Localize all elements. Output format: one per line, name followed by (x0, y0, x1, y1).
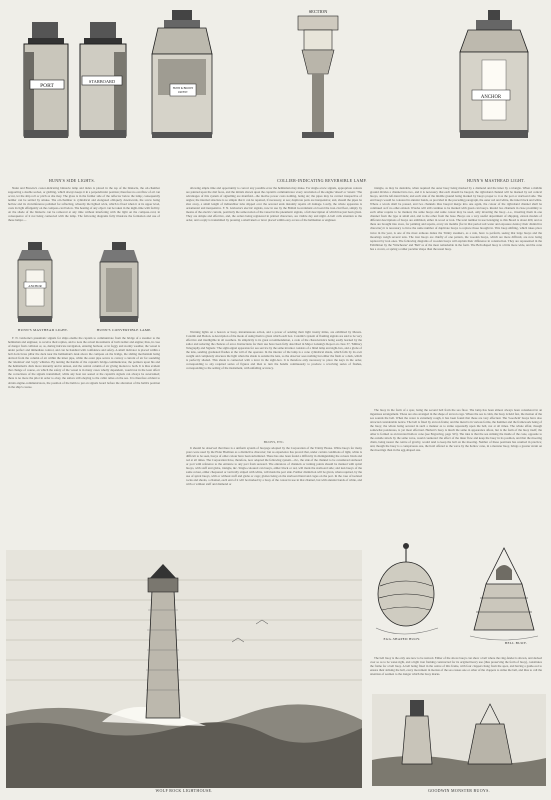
anchor-lamp-illustration (460, 10, 528, 138)
monster-buoys-illustration (372, 694, 546, 786)
article-column-middle-bottom (186, 446, 362, 556)
masthead-light-illustration (18, 242, 52, 322)
buoys-heading: BUOYS, ETC. (263, 440, 285, 444)
egg-buoy-caption: EGG-SHAPED BUOY. (383, 637, 421, 641)
convertible-lamp-caption: HUNN'S CONVERTIBLE LAMP. (96, 328, 152, 332)
patent-plate-line1: HUNN & BROWN (172, 87, 194, 90)
egg-buoy-illustration (376, 543, 438, 634)
article-paragraph: triangle, as may be desirable, when required the outer buoy being marked by a diamond and the inner by a triangle. When a middle ground divides a channel into two, and it is necessary that each should be buoyed, the right-hand channel will be marked by red conical buoys, and the left-hand black; and each side of the middle ground being marked by buoys proper to it as the port or starboard side. The end buoys would be coloured in annular bands, as provided in the preceding paragraph, the outer red and white, the inner black and white. Where a wreck shall be passed, and two channels thus buoyed merge into one again, the colour of the right-hand channel shall be continued as if no other existed. Wrecks will still continue to be marked with green can buoys. Round two channels in close proximity to each other require to be marked, the same buoys and same colour may be used, only inverting the buoy—i.e., inverting them in one channel from the type at small end, and to the other from the base. Buoys are a very useful department of shipping, eleven models of different descriptions of buoys are exhibited, either in wood or iron. The total number in use belonging to this Board is about 400, and as there are brought into store, for painting and repairs, every six months (for in that period salt water and exposure destroy their distinctive character) it is necessary to have the same number of duplicate buoys to replace those brought in. This buoy-shifting, which takes place twice in the year, is one of the most arduous duties the Trinity steamers, as a rule, have to perform, seeing that large buoys and the moorings weigh several tons. The iron buoys are chiefly of one pattern, the wooden buoys, which are more difficult, are now being replaced by iron ones. The following diagrams of wooden buoys will explain their difference in construction. They are represented in the Exhibition by the 'Winchester' and 'Bell' as of the most remarkable in the form. The Bell-shaped buoy is a little more wide, and the cone has a crown, or spring a rather peculiar shape than the usual buoy. (370, 186, 542, 251)
article-paragraph: The bell buoy is the only one now to be noticed. Either of the above buoys can show a bell where the ring-fender is shown, and decked over so as to be water-tight, and a light iron framing constructed for its original heavy use (thus preserving the form of buoy), constitutes the frame for a bell buoy. A bell being fixed in the centre of this frame, with four clappers hung from the apex, and having a guide-rod to ensure their striking the bell, every movement in motion of the sea causes one or other of the clappers to strike the bell, and thus to call the attention of seamen to the danger which the buoy marks. (370, 656, 542, 677)
article-paragraph: allowing ample time and opportunity to correct any possible error the helmsman may make. For single-screw signals, appropriate colours are painted upon the dial faces, and the initials shown upon the captain's communicator every revolution of the engine 'ahead' or 'astern.' The advantages of this system of signalling are manifold—the motive power costs nothing, being air; the pipes may be carried irrespective of angles; the internal structure is so simple that it can be repaired, if necessary, at sea; duplicate parts are inexpensive; and, should the pipes be shot away, a small length of indiarubber tube slipped over the severed ends instantly repairs all damage. Lastly, the whole apparatus is ornamental and inexpensive. F. N. Gisborne's electric signals, now in use by the British Government on board the iron-clad fleet, simply by means of the electric current, positively the same notion of the vessel in the pneumatic signals, a full description of which has just been given. They are simple and effective, and, the orders being registered in printed characters, are visible day and night. A bell calls attention to the order, and a reply is transmitted by pressing a small knob or lever placed within easy access of the helmsman or engineer. (186, 186, 362, 223)
article-column-middle-mid (186, 330, 362, 438)
article-paragraph: F. N. Gisborne's pneumatic signals for ships enable the captain to communicate from the bridge of a steamer to the helmsman and engineer, to receive their replies, and to note the actual movements of both rudder and engine; thus, in case of danger from collision or, as, during intricate navigation, entering harbour, or in foggy and stormy weather, the vessel is under perfect and immediate control, and can be handled with confidence and safety. A small indicator is placed within a bell dock brass pillar the deck near the helmsman's desk above the compass on the bridge, the sliding mechanism being derived from the column of air within the inner pipe, while the outer pipe serves to convey a current of air for sounding the 'attention' and 'reply' whistles. By turning the handle of the captain's bridge-communicator, the pointers upon his and the helmsman's dials move instantly and in unison, and the central column of air giving motion to both. It is thus evident that change of course, on which the safety of the vessel is in many cases wholly dependent, would not in the least affect the correctness of the signals transmitted; while any boat not seated at the captain's signals can always be ascertained; there is no more the pilot in order to obey, the sailors still obeying to the cabin relies on the sea. It is therefore evident to obtain engine-communicators, the position of the helm to put on signals board before the alteration of the helm's position in the ship's course. (8, 336, 160, 389)
port-lamp-label: PORT (40, 83, 54, 89)
side-lights-caption: HUNN'S SIDE LIGHTS. (48, 178, 96, 183)
article-column-left-bottom (8, 336, 160, 440)
anchor-small-label: ANCHOR (28, 284, 42, 288)
article-paragraph: The buoy in the form of a spar, being the second bell from the sea floor. The lamp has been almost always been considered in an ingenious arrangement. These are also arranged in the shape of an iron cage. Where the sea is calm, the buoy is held fast, the motion of the sea sounds the bell. When the water is extremely rough, it has been found that these are very effectual. The 'Goodwin' buoys have also attracted considerable notice. The bell is fixed by an iron frame; and the metal is in various forms, the hammer and the framework being of the buoy; the whole being secured in such a manner as to strike repeatedly upon the bell, not at all times. The whole affair, though somewhat ponderous, is yet most effectual. Herbert's buoy is much the same in appearance afloat, but is the form of the buoy itself; the other is formed as an inverted hollow cone (see Engraving, page 323). The idea is that the sea striking the inside of the cone, opposite to the outside struck by the same wave, would counteract the effect of the inner flow and keep the buoy in its position, and that the mooring chain, being nearer the centre of gravity, would tend to keep the bell on the mooring. Neither of these positions has resulted in practice; and, though the buoy is a conspicuous one, the hold offered to the wave by the hollow cone, in a monster buoy, brings a greater strain on the moorings than in the egg-shaped one. (370, 408, 542, 453)
starboard-lamp-label: STARBOARD (88, 79, 116, 84)
monster-buoys-caption: GOODWIN MONSTER BUOYS. (428, 788, 490, 793)
article-paragraph: Warning lights on a beacon or buoy, instantaneous action, and a power of sending their light twenty miles, are exhibited by Messrs. Colomb and Bolton. A description of the mode of using them is given which each box. Colomb's system of flashing signals are said to be very effective and intelligible in all weathers. Its simplicity is its great recommendation, a code of the characteristics being easily learned by the sailor and reducing the chances of error. Instructions for their use have been fully described in Major Lansing's Report on class 37, 'Military Telegraphy and Signals.' The sight-signal apparatus for sea service by the same inventor consists of a blind lamp and sight-box, and a globe of the lens, sending graduated flashes at the will of the operator. In the interior of the lamp is a cone cylindrical shade, which falls by its own weight and completely obscures the light when the shade is outside the lens, so the observer sees nothing but either the flash or a dark, which is perfectly shaded. This shade is connected with a lever in the sight-box. It is therefore only necessary to place the keys in the order, corresponding to any required series of figures and then to turn the handle continuously to produce a revolving series of flashes, corresponding to the setting of the instrument, with unfailing accuracy. (186, 330, 362, 371)
lighthouse-illustration (6, 550, 362, 788)
article-paragraph: Nunn and Browne's coster-indicating binnacle lamp and index is placed in the top of the binnacle, the oil-chamber supporting a double socket, or girdling, which always keeps it in a perpendicular position; therefore no overflow of oil can occur, let the ship roll or pitch as she may. The glass is in the further side of the reflector below the lamp; consequently neither can be settled by smoke. The oil-chamber is cylindrical and elongated obliquely downwards, the screw being hollow and its circumference polished for reflecting, whereby the lighted wick, which is fixed when it at its upper level, casts its light effulgently on the compass-card below. The heating of any object can be taken in the night-time with facility. At the shade of the binnacle can be removed at any time without interfering with the light on the compass-card, in consequence of it not being connected with the lamp. The following diagrams fully illustrate the formation and use of these lamps:— (8, 186, 160, 223)
article-column-middle-top (186, 186, 362, 330)
section-illustration (298, 16, 338, 138)
buoys-heading-block (186, 438, 362, 446)
masthead-light-caption-right: HUNN'S MASTHEAD LIGHT. (466, 178, 526, 183)
lighthouse-caption: WOLF ROCK LIGHTHOUSE. (155, 788, 213, 793)
masthead-light-caption-left: HUNN'S MASTHEAD LIGHT. (17, 328, 69, 332)
article-column-left-top (8, 186, 160, 238)
article-column-right-mid (370, 408, 542, 538)
port-lamp-illustration (24, 22, 68, 138)
convertible-lamp-illustration (100, 242, 138, 322)
article-paragraph: It should be observed that there is a uniform system of buoyage adopted by the Corporation of the Trinity House. White buoys for many years were used by the Elder Brethren as a distinctive character; but as experience has proved that, under certain conditions of light, white is difficult to be seen, buoys of other colour have been substituted. There has also been found a difficulty in distinguishing the colours black and red at all times. The Corporation have, therefore, now adopted the following system—viz., the side of the channel to be considered starboard or port with reference to the entrance to any port from seaward. The entrances of channels or turning points should be marked with spiral buoys, with staff and globe, triangle, &c. Single-coloured can buoys, either black or red, will mark the starboard side; and nun buoys of the same colour, either chequered or vertically striped with white, will mark the port side. Further distinction will be given, when required, by the use of spiral buoys, with or without staff and globe or cage; globes being on the starboard hand and cages on the port. In the case of isolated rocks and shoals, a channel, each end of it will be marked by a buoy of the colour in use in that channel, but with annular bands of white, and with or without staff and diamond or (186, 446, 362, 487)
bell-buoy-illustration (470, 548, 538, 640)
masthead-convertible-illustrations (6, 240, 166, 336)
article-column-right-bottom (370, 656, 542, 692)
patent-plate-line2: PATENT (178, 91, 188, 94)
article-column-right-top (370, 186, 542, 408)
bell-buoy-caption: BELL BUOY. (504, 641, 528, 645)
buoys-illustrations (362, 540, 548, 646)
collier-lamp-caption: COLLIER-INDICATING REVERSIBLE LAMP. (277, 178, 367, 183)
collier-lamp-illustration (152, 10, 212, 138)
section-label: SECTION (308, 9, 328, 14)
anchor-lamp-label: ANCHOR (480, 95, 502, 100)
